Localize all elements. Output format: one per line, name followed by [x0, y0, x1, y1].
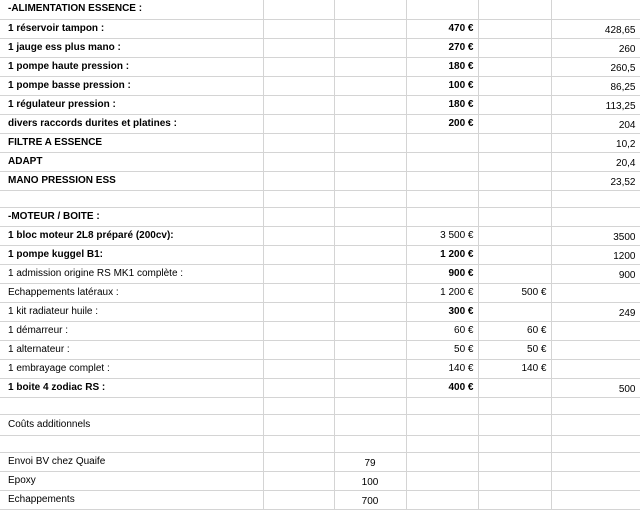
table-row: [0, 226, 640, 245]
item-label[interactable]: 1 jauge ess plus mano :: [0, 38, 263, 57]
item-value[interactable]: 23,52: [551, 171, 640, 190]
table-row: [0, 435, 640, 452]
item-label[interactable]: FILTRE A ESSENCE: [0, 133, 263, 152]
table-row: [0, 452, 640, 471]
item-value[interactable]: 86,25: [551, 76, 640, 95]
item-extra[interactable]: 50 €: [478, 340, 551, 359]
table-row: [0, 245, 640, 264]
item-label[interactable]: 1 pompe haute pression :: [0, 57, 263, 76]
item-extra[interactable]: 60 €: [478, 321, 551, 340]
item-label[interactable]: 1 alternateur :: [0, 340, 263, 359]
item-price[interactable]: 300 €: [406, 302, 478, 321]
item-label[interactable]: 1 kit radiateur huile :: [0, 302, 263, 321]
item-price[interactable]: 400 €: [406, 378, 478, 397]
item-label[interactable]: 1 régulateur pression :: [0, 95, 263, 114]
item-price[interactable]: 60 €: [406, 321, 478, 340]
section-header-moteur[interactable]: -MOTEUR / BOITE :: [0, 207, 263, 226]
item-price[interactable]: 470 €: [406, 19, 478, 38]
item-value[interactable]: 113,25: [551, 95, 640, 114]
table-row: [0, 19, 640, 38]
item-extra[interactable]: 140 €: [478, 359, 551, 378]
item-extra[interactable]: 500 €: [478, 283, 551, 302]
item-amount[interactable]: 100: [334, 471, 406, 490]
table-row: [0, 264, 640, 283]
item-label[interactable]: divers raccords durites et platines :: [0, 114, 263, 133]
table-row: [0, 397, 640, 414]
item-value[interactable]: 260: [551, 38, 640, 57]
item-label[interactable]: 1 pompe basse pression :: [0, 76, 263, 95]
item-value[interactable]: 500: [551, 378, 640, 397]
item-label[interactable]: 1 embrayage complet :: [0, 359, 263, 378]
item-price[interactable]: 140 €: [406, 359, 478, 378]
section-header-alimentation[interactable]: -ALIMENTATION ESSENCE :: [0, 0, 263, 19]
table-row: [0, 190, 640, 207]
table-row: [0, 38, 640, 57]
table-row: [0, 414, 640, 435]
table-row: [0, 359, 640, 378]
item-label[interactable]: 1 boite 4 zodiac RS :: [0, 378, 263, 397]
table-row: [0, 490, 640, 509]
item-value[interactable]: 428,65: [551, 19, 640, 38]
item-label[interactable]: 1 admission origine RS MK1 complète :: [0, 264, 263, 283]
item-amount[interactable]: 79: [334, 452, 406, 471]
item-value[interactable]: 900: [551, 264, 640, 283]
item-value[interactable]: 204: [551, 114, 640, 133]
item-label[interactable]: 1 bloc moteur 2L8 préparé (200cv):: [0, 226, 263, 245]
item-label[interactable]: 1 pompe kuggel B1:: [0, 245, 263, 264]
table-row: [0, 340, 640, 359]
item-price[interactable]: 180 €: [406, 57, 478, 76]
table-row: [0, 471, 640, 490]
item-label[interactable]: MANO PRESSION ESS: [0, 171, 263, 190]
table-row: [0, 302, 640, 321]
item-price[interactable]: 900 €: [406, 264, 478, 283]
item-label[interactable]: Echappements latéraux :: [0, 283, 263, 302]
item-value[interactable]: 249: [551, 302, 640, 321]
item-label[interactable]: ADAPT: [0, 152, 263, 171]
item-price[interactable]: 3 500 €: [406, 226, 478, 245]
item-price[interactable]: 50 €: [406, 340, 478, 359]
item-label[interactable]: Epoxy: [0, 471, 263, 490]
table-row: [0, 114, 640, 133]
item-price[interactable]: 1 200 €: [406, 283, 478, 302]
table-row: [0, 321, 640, 340]
item-price[interactable]: 200 €: [406, 114, 478, 133]
item-value[interactable]: 20,4: [551, 152, 640, 171]
table-row: [0, 95, 640, 114]
table-row: [0, 76, 640, 95]
table-row: [0, 0, 640, 19]
table-row: [0, 171, 640, 190]
item-amount[interactable]: 700: [334, 490, 406, 509]
item-value[interactable]: 10,2: [551, 133, 640, 152]
table-row: [0, 57, 640, 76]
item-value[interactable]: 1200: [551, 245, 640, 264]
table-row: [0, 133, 640, 152]
item-price[interactable]: 180 €: [406, 95, 478, 114]
item-value[interactable]: 260,5: [551, 57, 640, 76]
table-row: [0, 152, 640, 171]
section-header-couts[interactable]: Coûts additionnels: [0, 414, 263, 435]
item-value[interactable]: 3500: [551, 226, 640, 245]
item-label[interactable]: Envoi BV chez Quaife: [0, 452, 263, 471]
table-row: [0, 207, 640, 226]
item-price[interactable]: 1 200 €: [406, 245, 478, 264]
item-label[interactable]: 1 réservoir tampon :: [0, 19, 263, 38]
item-label[interactable]: Echappements: [0, 490, 263, 509]
table-row: [0, 378, 640, 397]
table-row: [0, 283, 640, 302]
item-price[interactable]: 100 €: [406, 76, 478, 95]
item-price[interactable]: 270 €: [406, 38, 478, 57]
item-label[interactable]: 1 démarreur :: [0, 321, 263, 340]
